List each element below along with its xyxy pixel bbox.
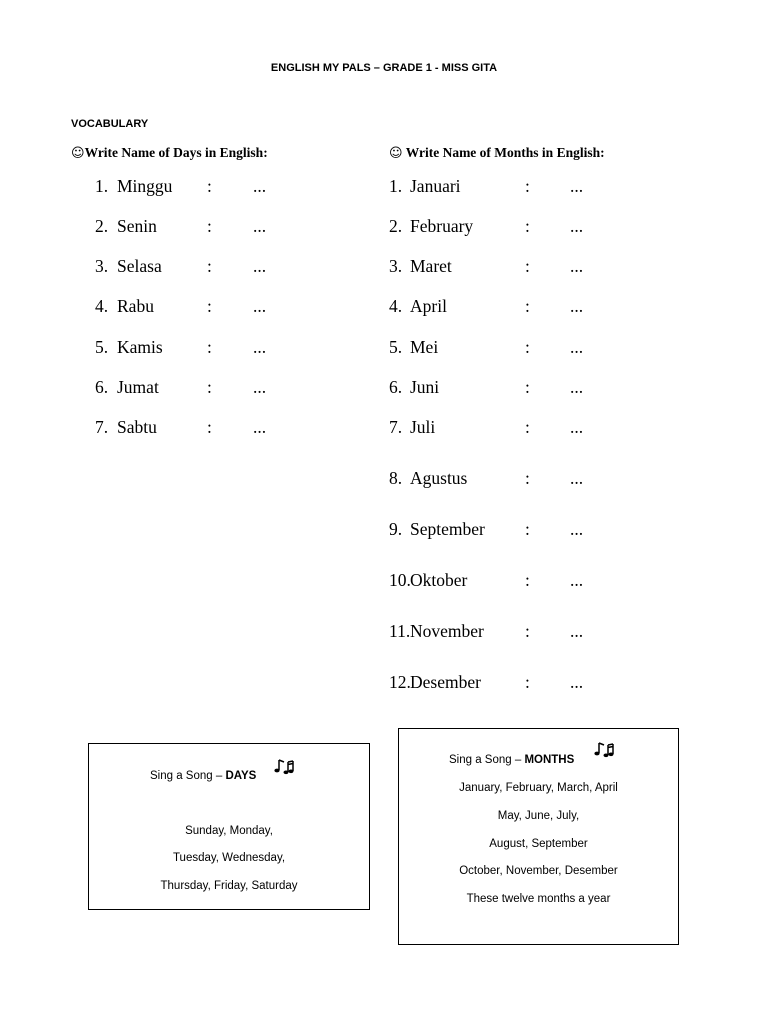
- item-colon: :: [525, 570, 530, 590]
- item-colon: :: [525, 519, 530, 539]
- item-colon: :: [525, 296, 530, 316]
- month-item: [0, 175, 768, 197]
- answer-blank[interactable]: ...: [253, 377, 267, 397]
- song-days-line: Tuesday, Wednesday,: [172, 852, 286, 864]
- item-word: September: [410, 519, 485, 539]
- item-number: 2.: [95, 216, 109, 236]
- item-word: Jumat: [117, 377, 159, 397]
- item-word: Rabu: [117, 296, 154, 316]
- item-number: 1.: [389, 176, 403, 196]
- answer-blank[interactable]: ...: [570, 468, 584, 488]
- answer-blank[interactable]: ...: [253, 256, 267, 276]
- item-colon: :: [207, 256, 212, 276]
- answer-blank[interactable]: ...: [253, 216, 267, 236]
- month-item: [0, 295, 768, 317]
- song-days-line: Thursday, Friday, Saturday: [160, 880, 298, 892]
- song-months-title: Sing a Song – MONTHS: [449, 754, 575, 766]
- item-number: 12.: [389, 672, 411, 692]
- item-number: 1.: [95, 176, 109, 196]
- month-item: [0, 416, 768, 438]
- item-number: 7.: [95, 417, 109, 437]
- item-word: November: [410, 621, 484, 641]
- item-colon: :: [525, 468, 530, 488]
- answer-blank[interactable]: ...: [570, 570, 584, 590]
- item-word: April: [410, 296, 447, 316]
- item-colon: :: [525, 216, 530, 236]
- item-colon: :: [207, 176, 212, 196]
- answer-blank[interactable]: ...: [253, 337, 267, 357]
- item-word: Sabtu: [117, 417, 157, 437]
- item-word: Maret: [410, 256, 452, 276]
- item-colon: :: [525, 176, 530, 196]
- month-item: [0, 336, 768, 358]
- item-number: 7.: [389, 417, 403, 437]
- item-number: 6.: [95, 377, 109, 397]
- song-months-line: October, November, Desember: [459, 865, 618, 877]
- item-number: 4.: [389, 296, 403, 316]
- item-number: 8.: [389, 468, 403, 488]
- month-item: [0, 255, 768, 277]
- item-colon: :: [525, 621, 530, 641]
- item-word: Juli: [410, 417, 436, 437]
- answer-blank[interactable]: ...: [570, 256, 584, 276]
- month-item: [0, 569, 768, 591]
- song-months-line: January, February, March, April: [459, 782, 618, 794]
- answer-blank[interactable]: ...: [570, 216, 584, 236]
- item-colon: :: [207, 377, 212, 397]
- item-word: Selasa: [117, 256, 162, 276]
- item-number: 5.: [95, 337, 109, 357]
- answer-blank[interactable]: ...: [570, 337, 584, 357]
- song-months-line: These twelve months a year: [466, 893, 611, 905]
- song-days-title: Sing a Song – DAYS: [150, 770, 257, 782]
- item-number: 3.: [389, 256, 403, 276]
- item-word: Oktober: [410, 570, 468, 590]
- item-number: 9.: [389, 519, 403, 539]
- music-notes-icon: [274, 756, 296, 776]
- answer-blank[interactable]: ...: [570, 672, 584, 692]
- item-colon: :: [207, 417, 212, 437]
- item-word: Desember: [410, 672, 481, 692]
- item-colon: :: [525, 672, 530, 692]
- item-word: Senin: [117, 216, 157, 236]
- item-number: 3.: [95, 256, 109, 276]
- smiley-icon: ☺: [389, 146, 403, 161]
- item-word: Minggu: [117, 176, 173, 196]
- smiley-icon: ☺: [71, 146, 85, 161]
- item-number: 11.: [389, 621, 411, 641]
- answer-blank[interactable]: ...: [570, 621, 584, 641]
- item-number: 5.: [389, 337, 403, 357]
- song-months-line: May, June, July,: [497, 810, 580, 822]
- item-number: 10.: [389, 570, 411, 590]
- month-item: [0, 215, 768, 237]
- months-instruction-text: Write Name of Months in English:: [405, 145, 605, 160]
- song-days-line: Sunday, Monday,: [185, 825, 273, 837]
- item-number: 4.: [95, 296, 109, 316]
- answer-blank[interactable]: ...: [570, 519, 584, 539]
- music-notes-icon: [594, 739, 616, 759]
- item-word: Januari: [410, 176, 461, 196]
- item-number: 6.: [389, 377, 403, 397]
- month-item: [0, 620, 768, 642]
- month-item: [0, 376, 768, 398]
- item-word: Juni: [410, 377, 440, 397]
- month-item: [0, 518, 768, 540]
- item-colon: :: [525, 417, 530, 437]
- answer-blank[interactable]: ...: [253, 176, 267, 196]
- days-instruction: [71, 145, 268, 161]
- item-word: Kamis: [117, 337, 163, 357]
- vocabulary-label: VOCABULARY: [71, 118, 149, 130]
- answer-blank[interactable]: ...: [570, 417, 584, 437]
- months-instruction: [389, 145, 605, 161]
- month-item: [0, 671, 768, 693]
- song-months-line: August, September: [489, 838, 588, 850]
- item-colon: :: [207, 216, 212, 236]
- answer-blank[interactable]: ...: [570, 296, 584, 316]
- item-colon: :: [207, 337, 212, 357]
- item-colon: :: [525, 337, 530, 357]
- item-number: 2.: [389, 216, 403, 236]
- page-title: ENGLISH MY PALS – GRADE 1 - MISS GITA: [270, 62, 498, 74]
- item-word: February: [410, 216, 474, 236]
- answer-blank[interactable]: ...: [253, 296, 267, 316]
- month-item: [0, 467, 768, 489]
- item-word: Agustus: [410, 468, 468, 488]
- answer-blank[interactable]: ...: [570, 377, 584, 397]
- days-instruction-text: Write Name of Days in English:: [84, 145, 268, 160]
- song-months-box: [398, 728, 679, 945]
- item-colon: :: [525, 256, 530, 276]
- answer-blank[interactable]: ...: [570, 176, 584, 196]
- item-word: Mei: [410, 337, 439, 357]
- answer-blank[interactable]: ...: [253, 417, 267, 437]
- item-colon: :: [525, 377, 530, 397]
- song-days-box: [88, 743, 370, 910]
- item-colon: :: [207, 296, 212, 316]
